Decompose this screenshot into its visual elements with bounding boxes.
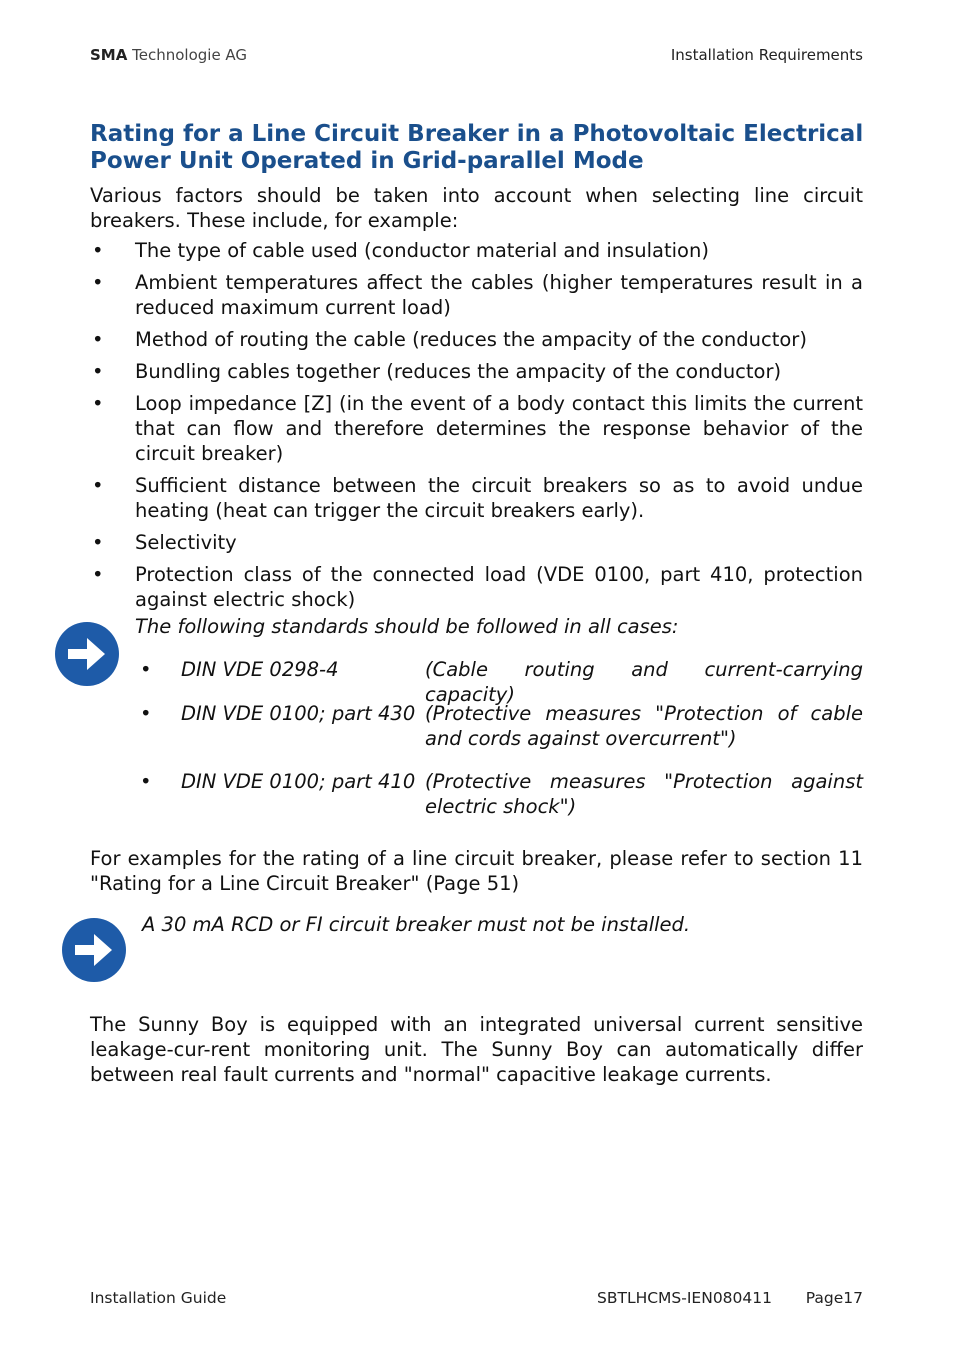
footer-page-number: Page17 (805, 1289, 863, 1307)
bullet: • (92, 392, 104, 415)
bullet: • (92, 531, 104, 554)
standard-description: (Protective measures "Protection against electric shock") (425, 770, 863, 818)
list-item: • Loop impedance [Z] (in the event of a body contact this limits the current that can flow and therefore determines the response behavior of the circuit breaker) (92, 392, 863, 465)
closing-paragraph: The Sunny Boy is equipped with an integrated universal current sensitive leakage-cur-rent monitoring unit. The Sunny Boy can automatically differ between real fault currents and "normal" capacitive leakage currents. (90, 1013, 863, 1086)
standard-description: (Cable routing and current-carrying capacity) (425, 658, 863, 706)
list-item: • Bundling cables together (reduces the ampacity of the conductor) (92, 360, 782, 383)
bullet: • (140, 658, 152, 681)
bullet: • (92, 239, 104, 262)
bullet: • (92, 271, 104, 294)
rcd-warning-note: A 30 mA RCD or FI circuit breaker must not be installed. (142, 913, 691, 936)
bullet: • (92, 360, 104, 383)
standard-description: (Protective measures "Protection of cable and cords against overcurrent") (425, 702, 863, 750)
bullet: • (92, 328, 104, 351)
standard-code: DIN VDE 0100; part 430 (181, 702, 416, 725)
factors-list (90, 238, 863, 619)
list-item: • Method of routing the cable (reduces the ampacity of the conductor) (92, 328, 807, 351)
section-title: Rating for a Line Circuit Breaker in a Photovoltaic Electrical Power Unit Operated in Grid-parallel Mode (90, 121, 864, 174)
list-item: • The type of cable used (conductor material and insulation) (92, 239, 709, 262)
bullet: • (92, 474, 104, 497)
footer-doc-title: Installation Guide (90, 1289, 227, 1307)
list-item: • Ambient temperatures affect the cables (higher temperatures result in a reduced maximum current load) (92, 271, 863, 319)
arrow-right-circle-icon (54, 621, 120, 687)
header-company (90, 46, 247, 64)
standard-code: DIN VDE 0100; part 410 (181, 770, 416, 793)
examples-reference-paragraph: For examples for the rating of a line circuit breaker, please refer to section 11 "Rating for a Line Circuit Breaker" (Page 51) (90, 847, 863, 895)
bullet: • (140, 770, 152, 793)
footer-doc-id: SBTLHCMS-IEN080411 (597, 1289, 772, 1307)
standards-note-intro: The following standards should be followed in all cases: (135, 615, 679, 638)
list-item: • Protection class of the connected load (VDE 0100, part 410, protection against electric shock) (92, 563, 863, 611)
list-item: • Selectivity (92, 531, 237, 554)
bullet: • (92, 563, 104, 586)
list-item: • Sufficient distance between the circuit breakers so as to avoid undue heating (heat can trigger the circuit breakers early). (92, 474, 863, 522)
bullet: • (140, 702, 152, 725)
company-name-bold: SMA (90, 46, 128, 64)
arrow-right-circle-icon (61, 917, 127, 983)
intro-paragraph: Various factors should be taken into account when selecting line circuit breakers. These include, for example: (90, 184, 863, 232)
company-name-rest: Technologie AG (132, 46, 248, 64)
standard-code: DIN VDE 0298-4 (181, 658, 339, 681)
header-section: Installation Requirements (670, 46, 863, 64)
